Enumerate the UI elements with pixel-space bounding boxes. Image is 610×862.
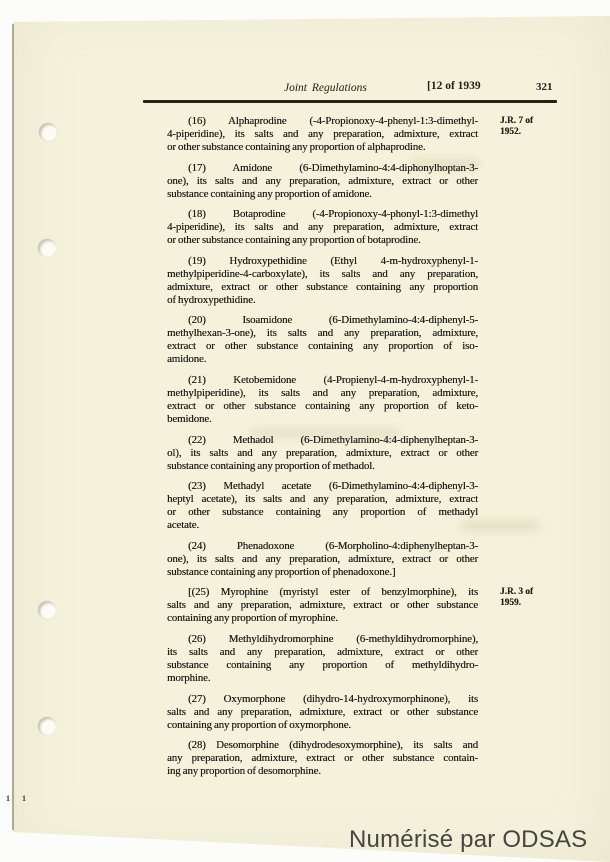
text-line: (28) Desomorphine (dihydrodesoxymorphine), its salts and: [188, 739, 478, 752]
text-line: acetate.: [167, 519, 199, 532]
text-line: (17) Amidone (6-Dimethylamino-4:4-diphonylhoptan-3-: [188, 161, 478, 174]
text-line: ing any proportion of desomorphine.: [167, 765, 321, 778]
text-line: or other substance containing any proportion of botaprodine.: [167, 234, 421, 247]
text-line: 4-piperidine), its salts and any preparation, admixture, extract: [167, 128, 478, 140]
text-line: methylhexan-3-one), its salts and any preparation, admixture,: [167, 327, 478, 340]
text-line: salts and any preparation, admixture, extract or other substance: [167, 705, 478, 718]
paragraph-23: [167, 480, 478, 532]
margin-note-line: J.R. 7 of: [500, 116, 534, 126]
text-line: or other substance containing any proportion of methadyl: [167, 506, 478, 519]
text-line: methylpiperidine-4-carboxylate), its salts and any preparation,: [167, 267, 478, 280]
text-line: (27) Oxymorphone (dihydro-14-hydroxymorphinone), its: [188, 692, 478, 705]
text-line: extract or other substance containing any proportion of keto-: [167, 399, 478, 412]
text-line: [(25) Myrophine (myristyl ester of benzylmorphine), its: [188, 586, 478, 599]
margin-note-line: 1959.: [500, 598, 521, 609]
page-number: 321: [536, 81, 553, 93]
running-header-title: Joint Regulations: [284, 82, 367, 94]
paragraph-27: [167, 693, 478, 732]
paragraph-19: [167, 255, 478, 307]
digitisation-watermark: Numérisé par ODSAS: [349, 826, 588, 853]
text-line: (26) Methyldihydromorphine (6-methyldihydromorphine),: [188, 632, 478, 645]
text-line: admixture, extract or other substance containing any proportion: [167, 280, 478, 293]
text-line: ol), its salts and any preparation, admixture, extract or other: [167, 446, 478, 459]
paragraph-17: [167, 162, 478, 201]
text-line: (19) Hydroxypethidine (Ethyl 4-m-hydroxyphenyl-1-: [188, 254, 478, 267]
text-line: (18) Botaprodine (-4-Propionoxy-4-phonyl-1:3-dimethyl: [188, 208, 478, 221]
text-line: (21) Ketobemidone (4-Propienyl-4-m-hydroxyphenyl-1-: [188, 373, 478, 386]
text-line: substance containing any proportion of phenadoxone.]: [167, 565, 396, 578]
text-line: morphine.: [167, 671, 211, 684]
text-line: (16) Alphaprodine (-4-Propionoxy-4-phenyl-1:3-dimethyl-: [188, 115, 478, 127]
text-line: (24) Phenadoxone (6-Morpholino-4:diphenylheptan-3-: [188, 539, 478, 552]
text-line: or other substance containing any proportion of alphaprodine.: [167, 141, 426, 153]
margin-note-line: J.R. 3 of: [500, 587, 534, 598]
paragraph-26: [167, 633, 478, 685]
text-line: extract or other substance containing any proportion of iso-: [167, 340, 478, 353]
paragraph-28: [167, 739, 478, 778]
margin-note: [500, 116, 560, 138]
text-line: substance containing any proportion of methadol.: [167, 459, 375, 472]
edge-mark: 1 1: [6, 794, 31, 803]
text-line: of hydroxypethidine.: [167, 293, 256, 306]
paragraph-16: [167, 115, 534, 154]
paragraph-20: [167, 314, 478, 366]
paragraph-18: [167, 208, 478, 247]
text-line: any preparation, admixture, extract or other substance contain-: [167, 752, 478, 765]
text-line: substance containing any proportion of amidone.: [167, 187, 372, 200]
margin-note: [500, 587, 560, 609]
text-line: bemidone.: [167, 412, 212, 425]
text-line: amidone.: [167, 353, 207, 366]
paragraph-24: [167, 540, 478, 579]
text-line: containing any proportion of oxymorphone.: [167, 718, 351, 731]
margin-note-line: 1952.: [500, 126, 521, 137]
text-line: one), its salts and any preparation, admixture, extract or other: [167, 174, 478, 187]
text-line: (23) Methadyl acetate (6-Dimethylamino-4:4-diphenyl-3-: [188, 480, 478, 493]
statute-citation: [12 of 1939: [427, 80, 481, 92]
body-column: [167, 115, 534, 786]
paragraph-21: [167, 374, 478, 426]
text-line: containing any proportion of myrophine.: [167, 612, 338, 625]
text-line: one), its salts and any preparation, admixture, extract or other: [167, 552, 478, 565]
paragraph-25: [167, 586, 534, 625]
text-line: (22) Methadol (6-Dimethylamino-4:4-diphenylheptan-3-: [188, 433, 478, 446]
text-line: 4-piperidine), its salts and any preparation, admixture, extract: [167, 221, 478, 234]
text-line: (20) Isoamidone (6-Dimethylamino-4:4-diphenyl-5-: [188, 314, 478, 327]
text-line: methylpiperidine), its salts and any preparation, admixture,: [167, 386, 478, 399]
text-line: its salts and any preparation, admixture, extract or other: [167, 645, 478, 658]
paragraph-22: [167, 434, 478, 473]
text-line: heptyl acetate), its salts and any preparation, admixture, extract: [167, 493, 478, 506]
text-line: salts and any preparation, admixture, extract or other substance: [167, 599, 478, 612]
text-line: substance containing any proportion of methyldihydro-: [167, 658, 478, 671]
header-rule: [143, 100, 557, 103]
